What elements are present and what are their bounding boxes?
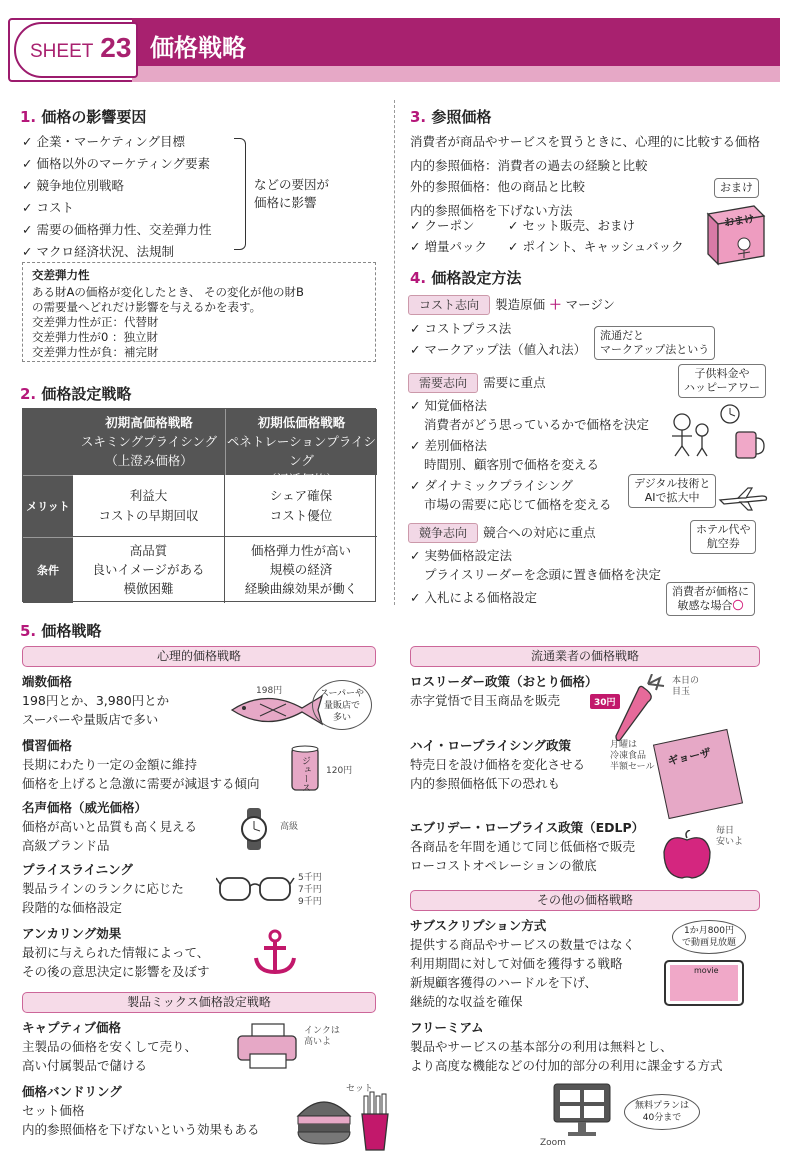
sensitive-bubble: 消費者が価格に 敏感な場合〇	[666, 582, 755, 616]
section2-heading: 2. 価格設定戦略	[20, 385, 132, 403]
brace	[234, 138, 246, 250]
omake-bubble: おまけ	[714, 178, 759, 198]
watch-icon	[238, 806, 270, 856]
list-item: ✓ 競争地位別戦略	[22, 178, 124, 193]
box-title: 交差弾力性	[32, 268, 90, 282]
markup-bubble: 流通だと マークアップ法という	[594, 326, 715, 360]
section4-heading: 4. 価格設定方法	[410, 269, 522, 287]
section1-heading	[20, 106, 146, 127]
sheet-label: SHEET	[30, 41, 94, 62]
freemium-bubble: 無料プランは 40分まで	[624, 1094, 700, 1130]
demand-oriented-tag: 需要志向	[408, 373, 478, 393]
cross-elasticity-box: 交差弾力性 ある財Aの価格が変化したとき、 その変化が他の財B の需要量へどれだけ影響を与えるかを表す。 交差弾力性が正：代替財 交差弾力性が0 ：独立財 交差弾力性が負：補完財	[22, 262, 376, 362]
list-item: ✓ 企業・マーケティング目標	[22, 134, 185, 149]
tablet-icon: movie	[664, 960, 744, 1006]
printer-icon	[236, 1022, 300, 1074]
can-label: ジュース	[300, 756, 310, 792]
fish-bubble: スーパーや 量販店で 多い	[312, 680, 372, 730]
apple-icon	[660, 830, 714, 884]
cost-oriented-tag: コスト志向	[408, 295, 490, 315]
zoom-monitor-icon	[552, 1082, 612, 1146]
omake-box-label: おまけ	[723, 213, 755, 230]
burger-fries-icon	[294, 1086, 400, 1156]
people-clock-icon	[664, 402, 768, 468]
section3-lines: 消費者が商品やサービスを買うときに、心理的に比較する価格 内的参照価格：消費者の過去の経験と比較 外的参照価格：他の商品と比較 内的参照価格を下げない方法	[410, 134, 761, 218]
hotel-bubble: ホテル代や 航空券	[690, 520, 756, 554]
carrot-price-tag: 30円	[590, 694, 620, 709]
other-bar: その他の価格戦略	[410, 890, 760, 911]
digital-bubble: デジタル技術と AIで拡大中	[628, 474, 716, 508]
section1-list	[22, 131, 211, 263]
brace-note: などの要因が 価格に影響	[254, 177, 330, 210]
section3-heading: 3. 参照価格	[410, 108, 492, 126]
section1-number: 1.	[20, 108, 37, 126]
competition-oriented-tag: 競争志向	[408, 523, 478, 543]
list-item: ✓ 価格以外のマーケティング要素	[22, 156, 210, 171]
gyoza-box-icon: ギョーザ	[653, 729, 743, 819]
list-item: ✓ 需要の価格弾力性、交差弾力性	[22, 222, 212, 237]
carrot-icon	[608, 674, 666, 748]
column-divider	[394, 100, 395, 605]
kids-bubble: 子供料金や ハッピーアワー	[678, 364, 766, 398]
psych-bar: 心理的価格戦略	[22, 646, 376, 667]
header-bar	[8, 18, 780, 82]
zoom-label: Zoom	[540, 1138, 566, 1148]
subscription-bubble: 1か月800円 で動画見放題	[672, 920, 746, 954]
glasses-icon	[216, 872, 296, 908]
section1-title: 価格の影響要因	[41, 108, 147, 126]
list-item: ✓ マクロ経済状況、法規制	[22, 244, 174, 259]
mix-bar: 製品ミックス価格設定戦略	[22, 992, 376, 1013]
sheet-number: 23	[100, 32, 132, 63]
airplane-icon	[718, 486, 768, 516]
omake-box-icon	[700, 200, 768, 270]
distribution-bar: 流通業者の価格戦略	[410, 646, 760, 667]
pricing-table: 初期高価格戦略 スキミングプライシング （上澄み価格） 初期低価格戦略 ペネトレーションプライシング （浸透価格） メリット 利益大 コストの早期回収 シェア確保 コスト優位 条件 高品質 良いイメージがある 模倣困難 価格弾力性が高い 規模の経済 経験曲線効果が働く	[22, 408, 376, 602]
page-title: 価格戦略	[150, 34, 246, 62]
anchor-icon	[250, 928, 300, 980]
list-item: ✓ コスト	[22, 200, 74, 215]
section5-heading: 5. 価格戦略	[20, 622, 102, 640]
